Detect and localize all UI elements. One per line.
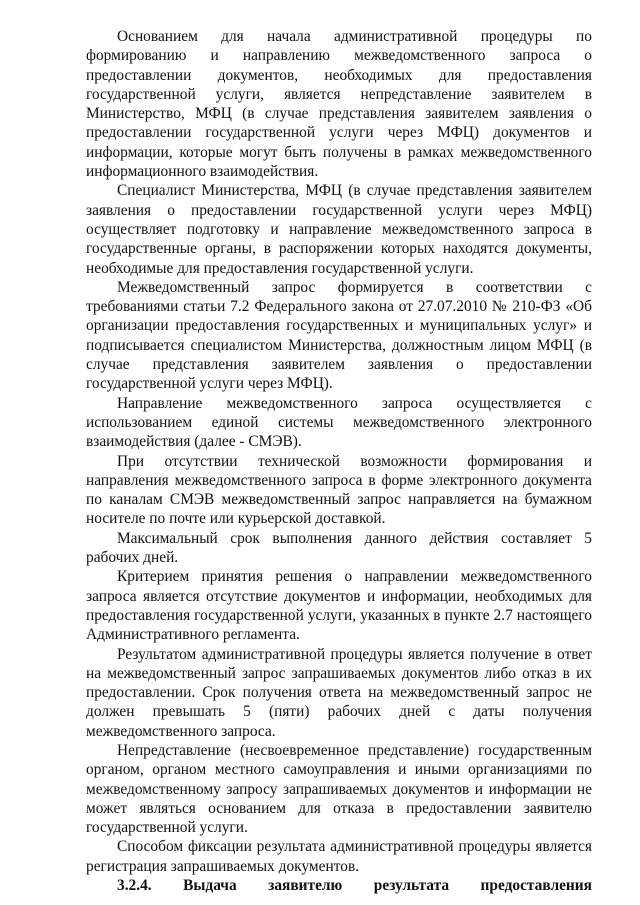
paragraph-non-submission: Непредставление (несвоевременное представление) государственным органом, органом местного самоуправления и иными организациями по межведомственному запросу запрашиваемых документов и информации не может являться основанием для отказа в предоставлении заявителю государственной услуги. [86, 741, 592, 837]
paragraph-basis: Основанием для начала административной процедуры по формированию и направлению межведомственного запроса о предоставлении документов, необходимых для предоставления государственной услуги, является непредставление заявителем в Министерство, МФЦ (в случае представления заявителем заявления о предоставлении государственной услуги через МФЦ) документов и информации, которые могут быть получены в рамках межведомственного информационного взаимодействия. [86, 28, 592, 181]
paragraph-request-formation: Межведомственный запрос формируется в соответствии с требованиями статьи 7.2 Федерального закона от 27.07.2010 № 210-ФЗ «Об организации предоставления государственных и муниципальных услуг» и подписывается специалистом Министерства, должностным лицом МФЦ (в случае представления заявителем заявления о предоставлении государственной услуги через МФЦ). [86, 278, 592, 393]
paragraph-fixation-method: Способом фиксации результата административной процедуры является регистрация запрашиваемых документов. [86, 838, 592, 875]
paragraph-smev: Направление межведомственного запроса осуществляется с использованием единой системы межведомственного электронного взаимодействия (далее - СМЭВ). [86, 394, 592, 451]
paragraph-result: Результатом административной процедуры является получение в ответ на межведомственный запрос запрашиваемых документов либо отказ в их предоставлении. Срок получения ответа на межведомственный запрос не должен превышать 5 (пяти) рабочих дней с даты получения межведомственного запроса. [86, 645, 592, 740]
document-page [86, 27, 592, 895]
section-heading: 3.2.4. Выдача заявителю результата предоставления [117, 877, 592, 895]
paragraph-paper-delivery: При отсутствии технической возможности формирования и направления межведомственного запроса в форме электронного документа по каналам СМЭВ межведомственный запрос направляется на бумажном носителе по почте или курьерской доставкой. [86, 452, 592, 528]
paragraph-max-term: Максимальный срок выполнения данного действия составляет 5 рабочих дней. [86, 529, 592, 567]
paragraph-specialist: Специалист Министерства, МФЦ (в случае представления заявителем заявления о предоставлении государственной услуги через МФЦ) осуществляет подготовку и направление межведомственного запроса в государственные органы, в распоряжении которых находятся документы, необходимые для предоставления государственной услуги. [86, 182, 592, 277]
paragraph-decision-criterion: Критерием принятия решения о направлении межведомственного запроса является отсутствие документов и информации, необходимых для предоставления государственной услуги, указанных в пункте 2.7 настоящего Административного регламента. [86, 568, 592, 644]
